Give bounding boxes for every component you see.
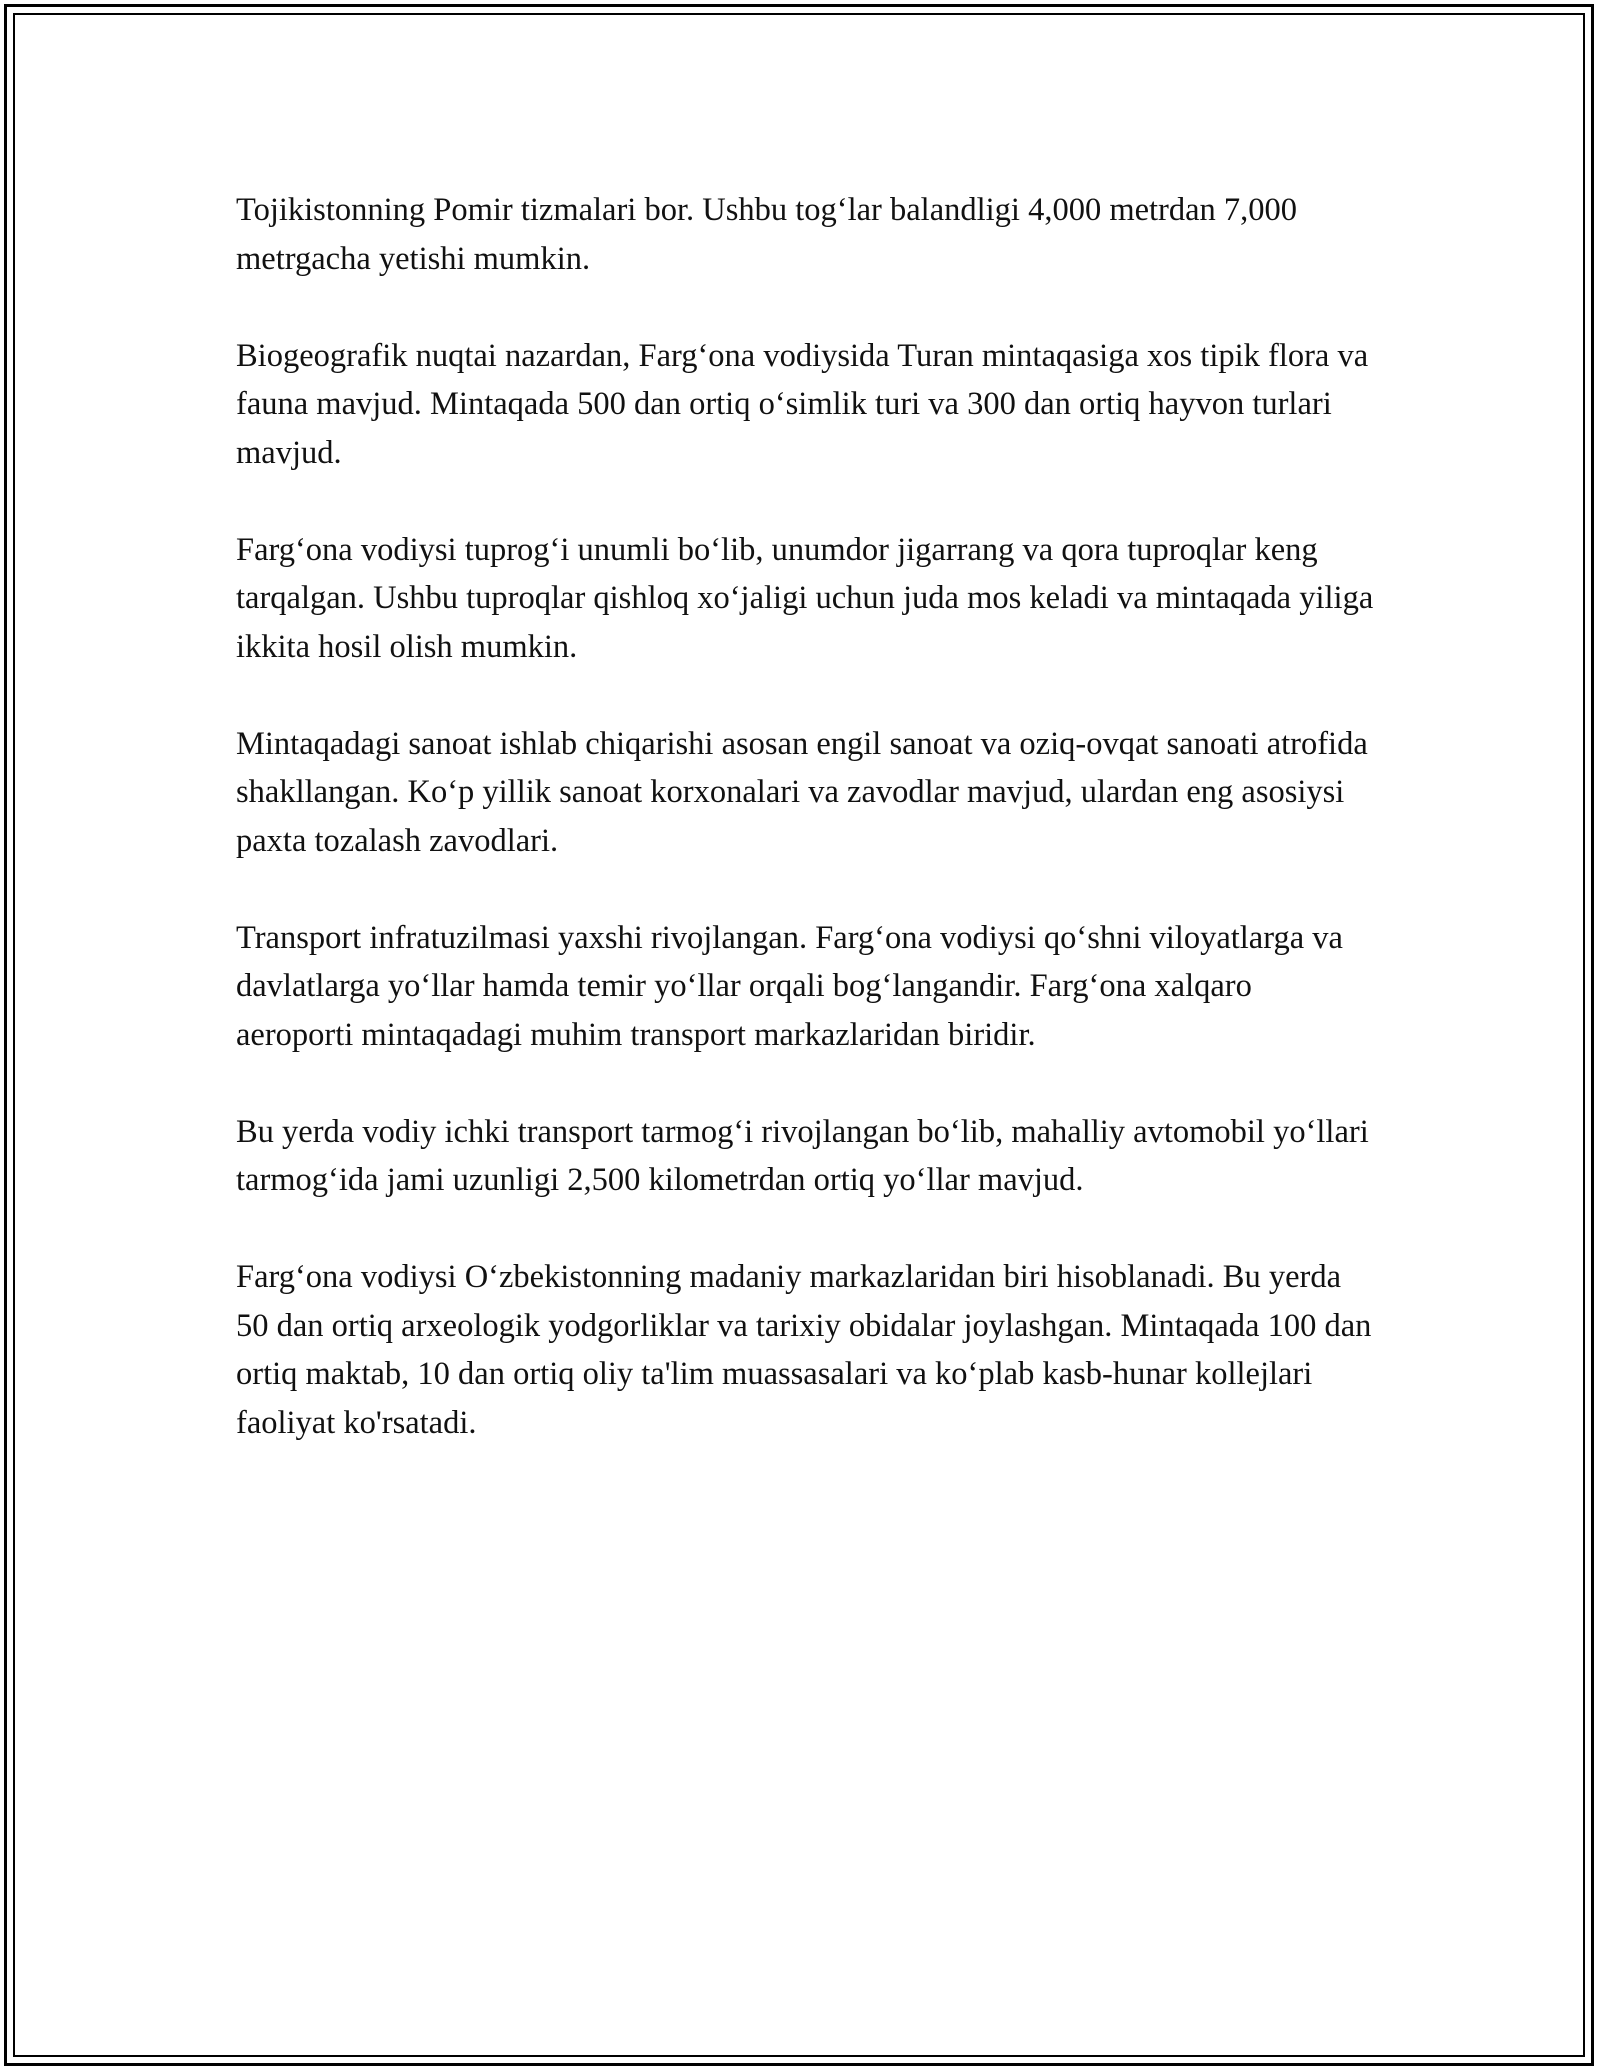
document-body [236, 186, 1376, 1496]
paragraph-industry: Mintaqadagi sanoat ishlab chiqarishi asosan engil sanoat va oziq-ovqat sanoati atrofida shakllangan. Ko‘p yillik sanoat korxonalari va zavodlar mavjud, ulardan eng asosiysi paxta tozalash zavodlari. [236, 725, 1368, 859]
paragraph-road-network: Bu yerda vodiy ichki transport tarmog‘i rivojlangan bo‘lib, mahalliy avtomobil yo‘llari tarmog‘ida jami uzunligi 2,500 kilometrdan ortiq yo‘llar mavjud. [236, 1113, 1369, 1198]
paragraph-transport-infrastructure: Transport infratuzilmasi yaxshi rivojlangan. Farg‘ona vodiysi qo‘shni viloyatlarga va davlatlarga yo‘llar hamda temir yo‘llar orqali bog‘langandir. Farg‘ona xalqaro aeroporti mintaqadagi muhim transport markazlaridan biridir. [236, 919, 1343, 1053]
paragraph-soil: Farg‘ona vodiysi tuprog‘i unumli bo‘lib, unumdor jigarrang va qora tuproqlar keng tarqalgan. Ushbu tuproqlar qishloq xo‘jaligi uchun juda mos keladi va mintaqada yiliga ikkita hosil olish mumkin. [236, 531, 1374, 665]
paragraph-culture-education: Farg‘ona vodiysi O‘zbekistonning madaniy markazlaridan biri hisoblanadi. Bu yerda 50 dan ortiq arxeologik yodgorliklar va tarixiy obidalar joylashgan. Mintaqada 100 dan ortiq maktab, 10 dan ortiq oliy ta'lim muassasalari va ko‘plab kasb-hunar kollejlari faoliyat ko'rsatadi. [236, 1259, 1372, 1441]
paragraph-pamir-mountains: Tojikistonning Pomir tizmalari bor. Ushbu tog‘lar balandligi 4,000 metrdan 7,000 metrgacha yetishi mumkin. [236, 192, 1298, 277]
paragraph-biogeography: Biogeografik nuqtai nazardan, Farg‘ona vodiysida Turan mintaqasiga xos tipik flora va fauna mavjud. Mintaqada 500 dan ortiq o‘simlik turi va 300 dan ortiq hayvon turlari mavjud. [236, 337, 1369, 471]
